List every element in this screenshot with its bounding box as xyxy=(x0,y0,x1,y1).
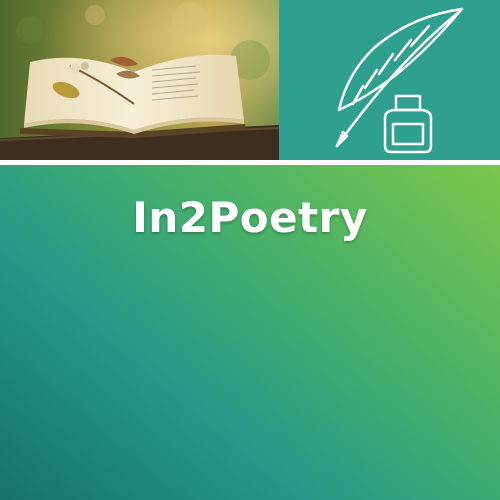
quill-panel xyxy=(279,0,500,160)
brand-title: In2Poetry xyxy=(132,193,368,242)
quill-and-inkwell-icon xyxy=(279,0,500,160)
open-book-photo xyxy=(0,0,279,160)
